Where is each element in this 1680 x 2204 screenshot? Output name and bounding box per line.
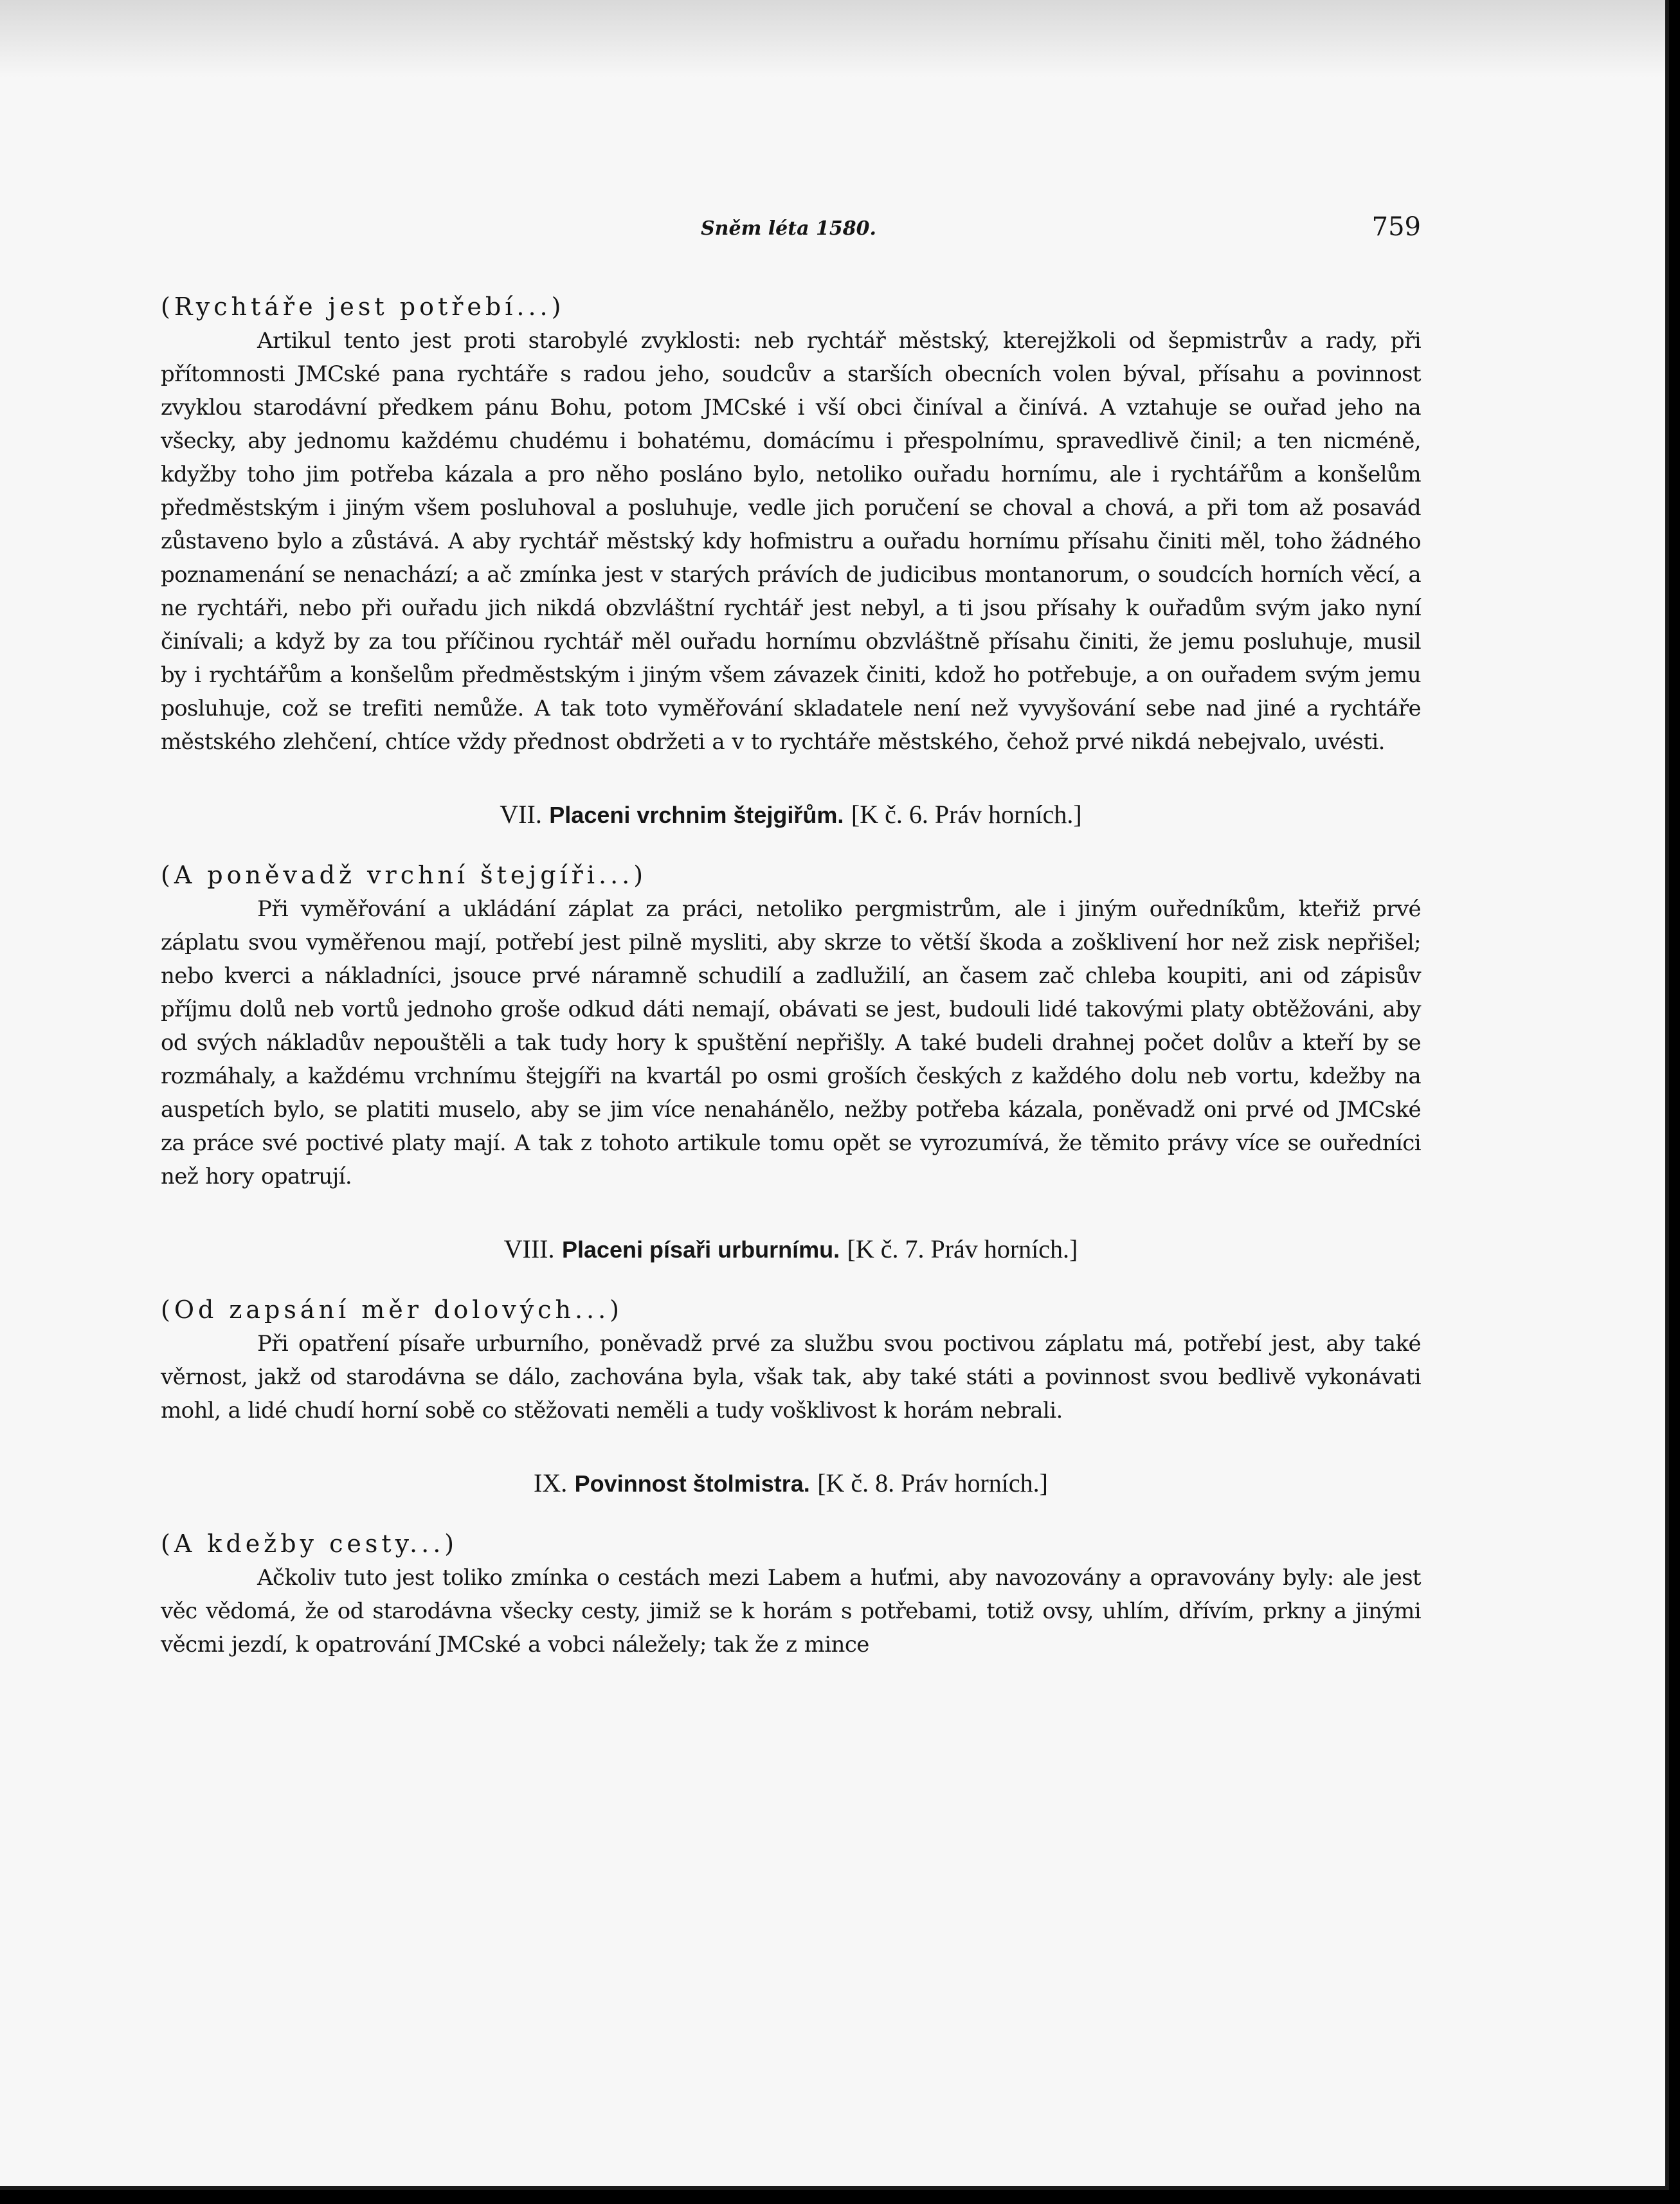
section-reference: [K č. 7. Práv horních.] (847, 1234, 1078, 1263)
section-heading-viii (161, 1232, 1421, 1268)
running-title: Sněm léta 1580. (701, 217, 876, 240)
section-text-viii: Při opatření písaře urburního, poněvadž prvé za službu svou poctivou záplatu má, potřebí jest, aby také věrnost, jakž od starodávna se dálo, zachována byla, však tak, aby také státi a povinnost svou bedlivě vykonávati mohl, a lidé chudí horní sobě co stěžovati neměli a tudy vošklivost k horám nebrali. (161, 1331, 1421, 1423)
section-title: Povinnost štolmistra. (574, 1470, 810, 1497)
section-heading-vii (161, 797, 1421, 833)
section-text-ix: Ačkoliv tuto jest toliko zmínka o cestách mezi Labem a huťmi, aby navozovány a opravovány byly: ale jest věc vědomá, že od starodávna všecky cesty, jimiž se k horám s potřebami, totiž ovsy, uhlím, dřívím, prkny a jinými věcmi jezdí, k opatrování JMCské a vobci náležely; tak že z mince (161, 1565, 1421, 1658)
section-number: VIII. (503, 1234, 555, 1263)
section-reference: [K č. 8. Práv horních.] (817, 1468, 1048, 1497)
scan-shadow (0, 0, 1665, 77)
section-reference: [K č. 6. Práv horních.] (851, 800, 1082, 829)
section-title: Placeni písaři urburnímu. (561, 1236, 840, 1263)
section-quote-rychtare: (Rychtáře jest potřebí...) (161, 293, 565, 321)
page-number: 759 (1371, 212, 1421, 242)
section-quote-viii: (Od zapsání měr dolových...) (161, 1296, 623, 1324)
section-quote-vii: (A poněvadž vrchní štejgíři...) (161, 861, 647, 889)
section-quote-ix: (A kdežby cesty...) (161, 1530, 458, 1558)
section-title: Placeni vrchnim štejgiřům. (549, 802, 844, 828)
section-number: IX. (534, 1468, 568, 1497)
section-text-rychtare: Artikul tento jest proti starobylé zvyklosti: neb rychtář městský, kterejžkoli od šepmistrův a rady, při přítomnosti JMCské pana rychtáře s radou jeho, soudcův a starších obecních volen býval, přísahu a povinnost zvyklou starodávní předkem pánu Bohu, potom JMCské i vší obci činíval a činívá. A vztahuje se ouřad jeho na všecky, aby jednomu každému chudému i bohatému, domácímu i přespolnímu, spravedlivě činil; a ten nicméně, kdyžby toho jim potřeba kázala a pro něho posláno bylo, netoliko ouřadu hornímu, ale i rychtářům a konšelům předměstským i jiným všem posluhoval a posluhuje, vedle jich poručení se choval a chová, a při tom až posavád zůstaveno bylo a zůstává. A aby rychtář městský kdy hofmistru a ouřadu hornímu přísahu činiti měl, toho žádného poznamenání se nenachází; a ač zmínka jest v starých právích de judicibus montanorum, o soudcích horních věcí, a ne rychtáři, nebo při ouřadu jich nikdá obzvláštní rychtář jest nebyl, a ti jsou přísahy k ouřadům svým jako nyní činívali; a když by za tou příčinou rychtář měl ouřadu hornímu obzvláštně přísahu činiti, že jemu posluhuje, musil by i rychtářům a konšelům předměstským i jiným všem závazek činiti, kdož ho potřebuje, a on ouřadem svým jemu posluhuje, což se trefiti nemůže. A tak toto vyměřování skladatele není než vyvyšování sebe nad jiné a rychtáře městského zlehčení, chtíce vždy přednost obdržeti a v to rychtáře městského, čehož prvé nikdá nebejvalo, uvésti. (161, 328, 1421, 755)
section-text-vii: Při vyměřování a ukládání záplat za práci, netoliko pergmistrům, ale i jiným ouředníkům, kteřiž prvé záplatu svou vyměřenou mají, potřebí jest pilně mysliti, aby skrze to větší škoda a zošklivení hor než zisk nepřišel; nebo kverci a nákladníci, jsouce prvé náramně schudilí a zadlužilí, an časem zač chleba koupiti, ani od zápisův příjmu dolů neb vortů jednoho groše odkud dáti nemají, obávati se jest, budouli lidé takovými platy obtěžováni, aby od svých nákladův nepouštěli a tak tudy hory k spuštění nepřišly. A také budeli drahnej počet dolův a kteří by se rozmáhaly, a každému vrchnímu štejgíři na kvartál po osmi groších českých z každého dolu neb vortu, kdežby na auspetích bylo, se platiti muselo, aby se jim více nenahánělo, nežby potřeba kázala, poněvadž oni prvé od JMCské za práce své poctivé platy mají. A tak z tohoto artikule tomu opět se vyrozumívá, že těmito právy více se ouředníci než hory opatrují. (161, 896, 1421, 1189)
section-heading-ix (161, 1466, 1421, 1502)
running-header (161, 212, 1421, 251)
page-content (161, 212, 1421, 1661)
section-number: VII. (500, 800, 542, 829)
